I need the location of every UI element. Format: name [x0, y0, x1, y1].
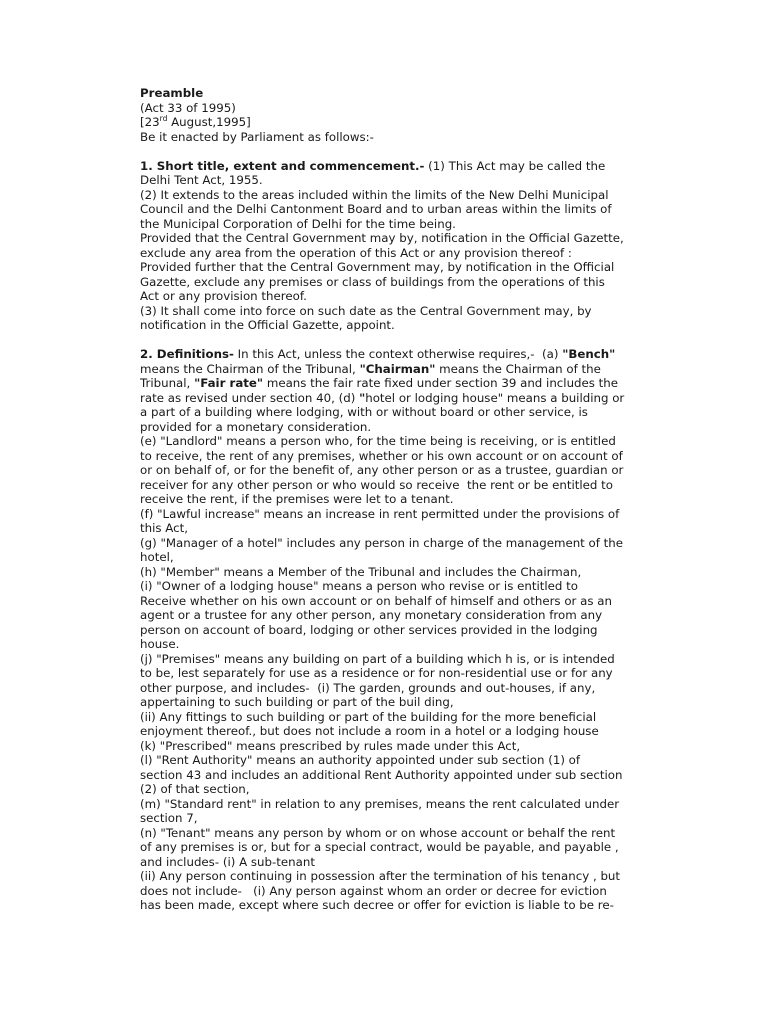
- preamble-heading: Preamble: [140, 86, 204, 100]
- section-2-line: to be, lest separately for use as a residence or for non-residential use or for any: [140, 666, 613, 680]
- section-2-line: (e) "Landlord" means a person who, for the time being is receiving, or is entitled: [140, 434, 616, 448]
- section-2-line: house.: [140, 637, 180, 651]
- section-2-line: other purpose, and includes- (i) The garden, grounds and out-houses, if any,: [140, 680, 596, 695]
- section-1-line: the Municipal Corporation of Delhi for the time being.: [140, 216, 456, 231]
- section-2-line: (k) "Prescribed" means prescribed by rules made under this Act,: [140, 738, 521, 753]
- section-2-line: (l) "Rent Authority" means an authority appointed under sub section (1) of: [140, 753, 581, 767]
- section-1-line: Council and the Delhi Cantonment Board and to urban areas within the limits of: [140, 202, 612, 216]
- section-2-line: (ii) Any person continuing in possession after the termination of his tenancy , but: [140, 869, 621, 883]
- section-2-line: (m) "Standard rent" in relation to any premises, means the rent calculated under: [140, 796, 620, 811]
- section-2-line: Tribunal, "Fair rate" means the fair rate fixed under section 39 and includes the: [140, 376, 619, 390]
- document-page: [140, 86, 640, 913]
- section-1-line: (2) It extends to the areas included within the limits of the New Delhi Municipal: [140, 187, 609, 202]
- section-2-line: section 43 and includes an additional Rent Authority appointed under sub section: [140, 767, 623, 782]
- section-2-line: Receive whether on his own account or on behalf of himself and others or as an: [140, 593, 612, 608]
- section-2-line: and includes- (i) A sub-tenant: [140, 854, 315, 869]
- section-1: [140, 159, 640, 333]
- section-2-line: agent or a trustee for any other person, any monetary consideration from any: [140, 608, 603, 622]
- section-2-line: this Act,: [140, 521, 188, 535]
- section-1-heading: 1. Short title, extent and commencement.-: [140, 158, 425, 173]
- enactment-clause: Be it enacted by Parliament as follows:-: [140, 129, 374, 144]
- section-2-line: hotel,: [140, 550, 174, 564]
- section-1-heading-line: 1. Short title, extent and commencement.- (1) This Act may be called the: [140, 158, 606, 173]
- section-2-line: section 7,: [140, 811, 198, 825]
- section-2-line: has been made, except where such decree or offer for eviction is liable to be re-: [140, 898, 614, 912]
- section-1-line: Gazette, exclude any premises or class of buildings from the operations of this: [140, 274, 605, 289]
- section-2-line: appertaining to such building or part of the buil ding,: [140, 695, 454, 709]
- section-2-heading-line: 2. Definitions- In this Act, unless the context otherwise requires,- (a) "Bench": [140, 347, 616, 361]
- section-1-line: Act or any provision thereof.: [140, 289, 307, 303]
- section-2-line: receive the rent, if the premises were let to a tenant.: [140, 492, 454, 506]
- section-1-line: notification in the Official Gazette, appoint.: [140, 318, 395, 332]
- act-number: (Act 33 of 1995): [140, 100, 236, 115]
- section-2-line: (f) "Lawful increase" means an increase in rent permitted under the provisions of: [140, 506, 620, 521]
- section-2-line: (g) "Manager of a hotel" includes any person in charge of the management of the: [140, 535, 624, 550]
- section-1-line: Provided that the Central Government may by, notification in the Official Gazette,: [140, 231, 624, 245]
- section-2-line: (h) "Member" means a Member of the Tribunal and includes the Chairman,: [140, 564, 582, 579]
- section-2-line: of any premises is or, but for a special contract, would be payable, and payable ,: [140, 840, 619, 854]
- section-2-line: to receive, the rent of any premises, whether or his own account or on account of: [140, 448, 623, 463]
- section-2-line: means the Chairman of the Tribunal, "Chairman" means the Chairman of the: [140, 361, 601, 376]
- section-1-line: (3) It shall come into force on such date as the Central Government may, by: [140, 303, 592, 318]
- section-2-line: person on account of board, lodging or other services provided in the lodging: [140, 622, 598, 637]
- section-2-line: a part of a building where lodging, with or without board or other service, is: [140, 405, 588, 419]
- section-1-line: Provided further that the Central Government may, by notification in the Official: [140, 260, 615, 274]
- section-2-line: provided for a monetary consideration.: [140, 419, 372, 434]
- section-2-line: (j) "Premises" means any building on part of a building which h is, or is intended: [140, 651, 615, 666]
- section-2-line: (ii) Any fittings to such building or part of the building for the more beneficial: [140, 709, 597, 724]
- section-2-line: does not include- (i) Any person against whom an order or decree for eviction: [140, 883, 607, 898]
- section-2-line: receiver for any other person or who would so receive the rent or be entitled to: [140, 477, 613, 492]
- section-2-line: or on behalf of, or for the benefit of, any other person or as a trustee, guardian or: [140, 463, 624, 477]
- act-date: [23rd August,1995]: [140, 115, 251, 129]
- section-2: [140, 347, 640, 913]
- section-2-line: (n) "Tenant" means any person by whom or on whose account or behalf the rent: [140, 825, 616, 840]
- section-2-heading: 2. Definitions-: [140, 347, 234, 361]
- section-2-line: (i) "Owner of a lodging house" means a person who revise or is entitled to: [140, 579, 578, 593]
- section-2-line: rate as revised under section 40, (d) "hotel or lodging house" means a building or: [140, 390, 625, 405]
- section-2-line: (2) of that section,: [140, 782, 250, 796]
- section-1-line: Delhi Tent Act, 1955.: [140, 173, 263, 187]
- section-1-line: exclude any area from the operation of this Act or any provision thereof :: [140, 245, 572, 260]
- section-2-line: enjoyment thereof., but does not include a room in a hotel or a lodging house: [140, 724, 599, 738]
